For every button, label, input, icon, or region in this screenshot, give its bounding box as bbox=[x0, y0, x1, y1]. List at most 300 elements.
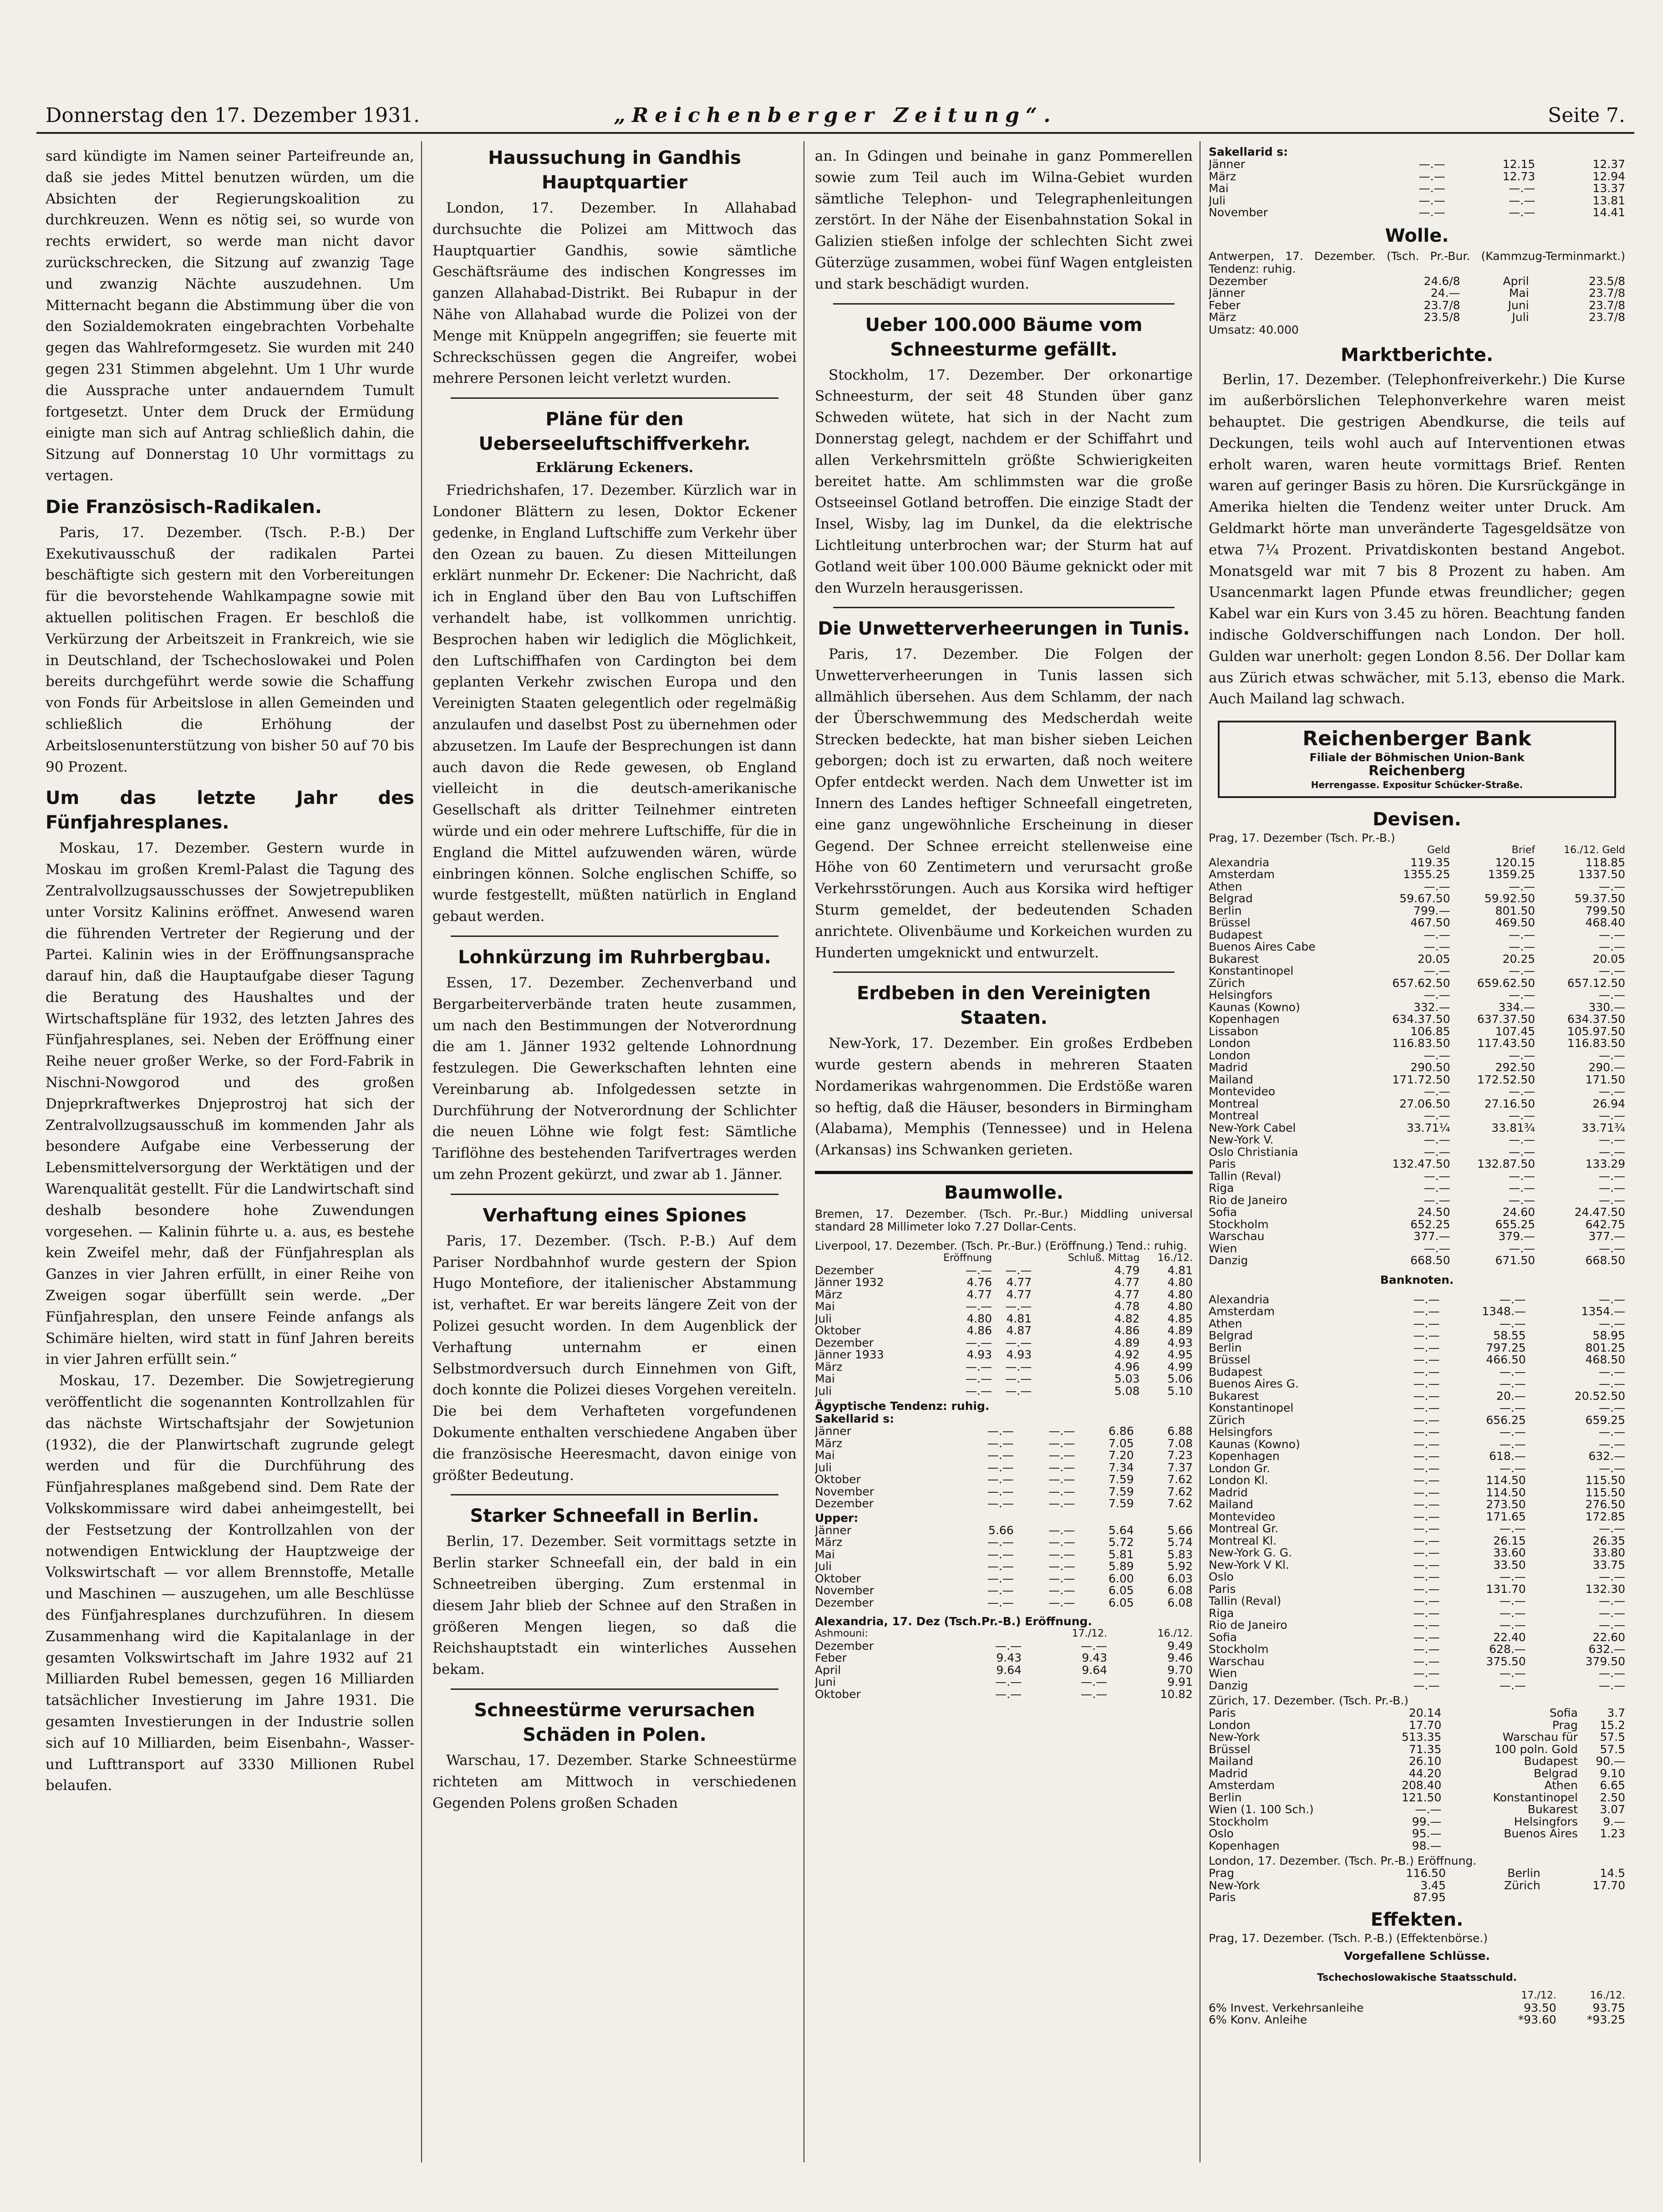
row-label-cell: Oslo bbox=[1209, 1827, 1234, 1841]
value-cell: 6.05 bbox=[1108, 1584, 1134, 1597]
value-cell: —.— bbox=[1499, 1570, 1526, 1584]
cotton-section-title: Baumwolle. bbox=[944, 1182, 1063, 1204]
table-row bbox=[1209, 195, 1625, 207]
value-cell: 3.45 bbox=[1420, 1878, 1446, 1892]
article-paragraph: London, 17. Dezember. In Allahabad durchsuchte die Polizei am Mittwoch das Hauptquartier Gandhis, sowie sämtliche Geschäftsräume des indischen Kongresses im ganzen Allahabad-Distrikt. Bei Rubapur in der Nähe von Allahabad wurde die Polizei von der Menge mit Knüppeln angegriffen; sie feuerte mit Schreckschüssen gegen die Angreifer, wobei mehrere Personen leicht verletzt wurden. bbox=[432, 200, 797, 387]
table-row bbox=[1209, 869, 1625, 881]
upper-label: Upper: bbox=[815, 1511, 859, 1525]
value-cell: —.— bbox=[1413, 1437, 1440, 1451]
sakellarid-label: Sakellarid s: bbox=[815, 1412, 895, 1426]
value-cell: 93.50 bbox=[1524, 2001, 1556, 2014]
value-cell: —.— bbox=[1424, 964, 1450, 978]
row-label-cell: Bukarest bbox=[1209, 1389, 1259, 1403]
table-row bbox=[1209, 1511, 1625, 1523]
table-body bbox=[1209, 1867, 1625, 1904]
value-cell: —.— bbox=[1424, 1109, 1450, 1123]
value-cell: —.— bbox=[1413, 1449, 1440, 1463]
value-cell: —.— bbox=[987, 1485, 1014, 1498]
row-label-cell: Mai bbox=[815, 1300, 835, 1313]
table-row bbox=[1209, 1499, 1625, 1511]
article-paragraph: Warschau, 17. Dezember. Starke Schneestürme richteten am Mittwoch in verschiedenen Gegenden Polens großen Schaden bbox=[432, 1752, 797, 1811]
table-row bbox=[1209, 1390, 1625, 1403]
value-cell: 20.52.50 bbox=[1574, 1389, 1625, 1403]
value-cell: 116.50 bbox=[1406, 1866, 1446, 1880]
value-cell: 99.— bbox=[1412, 1815, 1442, 1828]
value-cell: 657.62.50 bbox=[1392, 976, 1450, 990]
table-row bbox=[815, 1573, 1193, 1585]
table-row bbox=[815, 1276, 1193, 1289]
value-cell: Buenos Aires bbox=[1504, 1827, 1578, 1841]
value-cell: —.— bbox=[1509, 1085, 1536, 1098]
article-headline: Haussuchung in Gandhis Hauptquartier bbox=[488, 147, 741, 193]
table-row bbox=[1209, 1426, 1625, 1439]
article-divider bbox=[451, 1194, 778, 1195]
value-cell: —.— bbox=[1509, 193, 1536, 207]
value-cell: 6.88 bbox=[1167, 1424, 1193, 1438]
newspaper-page bbox=[36, 96, 1634, 2171]
value-cell: 33.50 bbox=[1493, 1558, 1526, 1571]
table-row bbox=[1209, 183, 1625, 195]
table-row bbox=[1209, 1294, 1625, 1306]
value-cell: 5.83 bbox=[1167, 1547, 1193, 1561]
value-cell: —.— bbox=[1599, 1461, 1625, 1475]
value-cell: 4.77 bbox=[1006, 1287, 1032, 1301]
table-header-cell: 17./12. bbox=[1521, 1990, 1556, 2002]
row-label-cell: Rio de Janeiro bbox=[1209, 1618, 1287, 1632]
article-paragraph: Berlin, 17. Dezember. Seit vormittags setzte in Berlin starker Schneefall ein, der bald in ein Schneetreiben überging. Zum erstenmal in diesem Jahr blieb der Schnee auf den Straßen in größeren Mengen liegen, so daß die Reichshauptstadt ein winterliches Aussehen bekam. bbox=[432, 1533, 797, 1678]
value-cell: —.— bbox=[1509, 1241, 1536, 1255]
value-cell: 24.— bbox=[1430, 286, 1460, 300]
row-label-cell: Wien (1. 100 Sch.) bbox=[1209, 1803, 1314, 1816]
value-cell: —.— bbox=[1413, 1630, 1440, 1644]
row-label-cell: Alexandria bbox=[1209, 1292, 1270, 1306]
table-row bbox=[1209, 1880, 1625, 1892]
row-label-cell: April bbox=[815, 1663, 841, 1677]
value-cell: —.— bbox=[1424, 1145, 1450, 1159]
value-cell: —.— bbox=[966, 1384, 992, 1398]
row-label-cell: Berlin bbox=[1209, 1790, 1242, 1804]
value-cell: —.— bbox=[1413, 1365, 1440, 1378]
table-row bbox=[815, 1549, 1193, 1561]
row-label-cell: Buenos Aires Cabe bbox=[1209, 940, 1316, 954]
table-row bbox=[1209, 1378, 1625, 1390]
table-row bbox=[1209, 1547, 1625, 1559]
row-label-cell: Konstantinopel bbox=[1209, 964, 1294, 978]
table-row bbox=[1209, 1086, 1625, 1098]
table-row bbox=[1209, 311, 1625, 324]
value-cell: *93.25 bbox=[1587, 2013, 1625, 2027]
value-cell: 12.37 bbox=[1592, 158, 1625, 171]
table-row bbox=[1209, 1643, 1625, 1656]
article-divider bbox=[451, 397, 778, 399]
value-cell: 4.80 bbox=[1167, 1287, 1193, 1301]
value-cell: Sofia bbox=[1549, 1706, 1578, 1720]
value-cell: —.— bbox=[1081, 1687, 1108, 1701]
value-cell: 44.20 bbox=[1409, 1766, 1442, 1780]
value-cell: 7.62 bbox=[1167, 1473, 1193, 1486]
row-label-cell: März bbox=[1209, 169, 1236, 183]
value-cell: —.— bbox=[1005, 1360, 1032, 1373]
row-label-cell: Budapest bbox=[1209, 1365, 1263, 1378]
page-header bbox=[36, 96, 1634, 134]
value-cell: —.— bbox=[1413, 1485, 1440, 1499]
value-cell: —.— bbox=[1599, 1437, 1625, 1451]
value-cell: —.— bbox=[995, 1675, 1022, 1689]
value-cell: —.— bbox=[1424, 1169, 1450, 1183]
table-row bbox=[1209, 1828, 1625, 1840]
table-row bbox=[815, 1486, 1193, 1498]
value-cell: 171.50 bbox=[1585, 1073, 1625, 1086]
value-cell: —.— bbox=[1599, 1377, 1625, 1391]
value-cell: 7.62 bbox=[1167, 1497, 1193, 1510]
cotton-bremen-report: Bremen, 17. Dezember. (Tsch. Pr.-Bur.) Middling universal standard 28 Millimeter loko 7.27 Dollar-Cents. bbox=[815, 1207, 1193, 1234]
value-cell: 172.52.50 bbox=[1477, 1073, 1536, 1086]
table-row bbox=[1209, 905, 1625, 917]
article-divider bbox=[451, 1494, 778, 1495]
value-cell: —.— bbox=[1499, 1678, 1526, 1692]
value-cell: Berlin bbox=[1507, 1866, 1541, 1880]
table-row bbox=[1209, 1074, 1625, 1086]
value-cell: 33.71¼ bbox=[1406, 1121, 1450, 1134]
value-cell: —.— bbox=[1599, 1048, 1625, 1062]
value-cell: 7.59 bbox=[1108, 1497, 1134, 1510]
table-row bbox=[815, 1640, 1193, 1653]
row-label-cell: Juli bbox=[815, 1312, 832, 1325]
table-row bbox=[1209, 275, 1625, 288]
value-cell: 100 poln. Gold bbox=[1494, 1742, 1578, 1756]
value-cell: —.— bbox=[1424, 1193, 1450, 1207]
table-row bbox=[1209, 1768, 1625, 1780]
effekten-subtitle: Vorgefallene Schlüsse. bbox=[1344, 1949, 1490, 1963]
value-cell: —.— bbox=[1413, 1317, 1440, 1330]
value-cell: —.— bbox=[1048, 1560, 1075, 1573]
value-cell: 107.45 bbox=[1495, 1024, 1536, 1038]
table-body bbox=[815, 1425, 1193, 1510]
table-body bbox=[815, 1525, 1193, 1609]
value-cell: —.— bbox=[1499, 1292, 1526, 1306]
column-4 bbox=[1209, 146, 1625, 2158]
value-cell: 57.5 bbox=[1600, 1730, 1625, 1744]
value-cell: —.— bbox=[1413, 1401, 1440, 1415]
table-body bbox=[1209, 857, 1625, 1267]
row-label-cell: Rio de Janeiro bbox=[1209, 1193, 1287, 1207]
value-cell: 4.96 bbox=[1114, 1360, 1140, 1373]
value-cell: —.— bbox=[1599, 964, 1625, 978]
value-cell: 12.15 bbox=[1502, 158, 1536, 171]
row-label-cell: London Kl. bbox=[1209, 1474, 1268, 1487]
value-cell: —.— bbox=[1424, 940, 1450, 954]
table-row bbox=[1209, 1840, 1625, 1852]
row-label-cell: Kopenhagen bbox=[1209, 1449, 1280, 1463]
row-label-cell: Riga bbox=[1209, 1181, 1234, 1195]
row-label-cell: Juli bbox=[815, 1460, 832, 1474]
table-row bbox=[1209, 1318, 1625, 1330]
value-cell: 171.72.50 bbox=[1392, 1073, 1450, 1086]
value-cell: Bukarest bbox=[1527, 1803, 1578, 1816]
table-row bbox=[1209, 1731, 1625, 1744]
row-label-cell: Mai bbox=[815, 1449, 835, 1462]
row-label-cell: Dezember bbox=[815, 1497, 874, 1510]
value-cell: —.— bbox=[1599, 1133, 1625, 1147]
row-label-cell: Brüssel bbox=[1209, 1742, 1251, 1756]
row-label-cell: Zürich bbox=[1209, 1413, 1245, 1427]
value-cell: 9.43 bbox=[996, 1651, 1022, 1665]
row-label-cell: Oslo bbox=[1209, 1570, 1234, 1584]
table-row bbox=[1209, 1146, 1625, 1159]
row-label-cell: Feber bbox=[1209, 298, 1241, 312]
table-row bbox=[1209, 1607, 1625, 1620]
value-cell: —.— bbox=[987, 1460, 1014, 1474]
value-cell: —.— bbox=[1509, 880, 1536, 893]
article-headline: Pläne für den Ueberseeluftschiffverkehr. bbox=[478, 409, 751, 455]
value-cell: —.— bbox=[966, 1300, 992, 1313]
sakellarid-table-continued bbox=[1209, 158, 1625, 219]
value-cell: —.— bbox=[1509, 1181, 1536, 1195]
value-cell: —.— bbox=[1419, 182, 1445, 195]
value-cell: 290.50 bbox=[1410, 1061, 1450, 1074]
value-cell: Athen bbox=[1544, 1779, 1578, 1792]
value-cell: 9.64 bbox=[996, 1663, 1022, 1677]
value-cell: —.— bbox=[1413, 1377, 1440, 1391]
value-cell: 375.50 bbox=[1486, 1654, 1526, 1668]
value-cell: 116.83.50 bbox=[1567, 1037, 1625, 1050]
table-row bbox=[1209, 1182, 1625, 1195]
table-header-cell bbox=[992, 1252, 1032, 1265]
table-row bbox=[1209, 1170, 1625, 1183]
value-cell: —.— bbox=[1599, 1109, 1625, 1123]
value-cell: —.— bbox=[1499, 1606, 1526, 1620]
value-cell: 131.70 bbox=[1486, 1582, 1526, 1596]
table-row bbox=[815, 1597, 1193, 1609]
value-cell: 4.87 bbox=[1006, 1324, 1032, 1337]
value-cell: 5.66 bbox=[988, 1523, 1014, 1537]
value-cell: —.— bbox=[1005, 1300, 1032, 1313]
value-cell: 33.75 bbox=[1592, 1558, 1625, 1571]
value-cell: 5.89 bbox=[1108, 1560, 1134, 1573]
table-row bbox=[815, 1525, 1193, 1537]
table-body bbox=[1209, 1294, 1625, 1692]
article-paragraph: Paris, 17. Dezember. (Tsch. P.-B.) Der Exekutivausschuß der radikalen Partei beschäftigte sich gestern mit den Vorbereitungen für die bevorstehende Wahlkampagne sowie mit aktuellen politischen Fragen. Er beschloß die Verkürzung der Arbeitszeit in Frankreich, wie sie in Deutschland, der Tschechoslowakei und Polen bereits durchgeführt werde sowie die Schaffung von Fonds für Arbeitslose in allen Gemeinden und schließlich die Erhöhung der Arbeitslosenunterstützung von bisher 50 auf 70 bis 90 Prozent. bbox=[46, 524, 414, 775]
row-label-cell: London bbox=[1209, 1037, 1251, 1050]
value-cell: 23.7/8 bbox=[1589, 298, 1625, 312]
value-cell: 513.35 bbox=[1401, 1730, 1442, 1744]
value-cell: —.— bbox=[1005, 1336, 1032, 1349]
column-1 bbox=[46, 146, 414, 2158]
value-cell: 6.00 bbox=[1108, 1571, 1134, 1585]
article-paragraph: Stockholm, 17. Dezember. Der orkonartige Schneesturm, der seit 48 Stunden über ganz Schweden wütete, hat sich in der Nacht zum Donnerstag gelegt, nachdem er der Schiffahrt und allen Verkehrsmitteln größte Schwierigkeiten bereitet hatte. Am schlimmsten war die große Ostseeinsel Gotland betroffen. Die einzige Stadt der Insel, Wisby, lag im Dunkel, da die elektrische Lichtleitung unterbrochen war; der Sturm hat auf Gotland weit über 100.000 Bäume geknickt oder mit den Wurzeln herausgerissen. bbox=[815, 366, 1193, 596]
value-cell: —.— bbox=[1509, 928, 1536, 941]
value-cell: —.— bbox=[1413, 1667, 1440, 1680]
value-cell: 20.25 bbox=[1502, 952, 1536, 966]
value-cell: 23.5/8 bbox=[1424, 310, 1460, 324]
table-row bbox=[1209, 1062, 1625, 1074]
value-cell: 4.93 bbox=[1006, 1348, 1032, 1362]
table-row bbox=[1209, 965, 1625, 977]
value-cell: —.— bbox=[1413, 1522, 1440, 1536]
row-label-cell: Madrid bbox=[1209, 1061, 1248, 1074]
row-label-cell: Oktober bbox=[815, 1571, 861, 1585]
row-label-cell: Bukarest bbox=[1209, 952, 1259, 966]
table-row bbox=[815, 1652, 1193, 1664]
value-cell: 22.60 bbox=[1592, 1630, 1625, 1644]
banknoten-table bbox=[1209, 1294, 1625, 1692]
value-cell: —.— bbox=[1413, 1606, 1440, 1620]
value-cell: 105.97.50 bbox=[1567, 1024, 1625, 1038]
value-cell: —.— bbox=[1509, 1193, 1536, 1207]
value-cell: —.— bbox=[1048, 1473, 1075, 1486]
table-body bbox=[815, 1265, 1193, 1398]
row-label-cell: Amsterdam bbox=[1209, 1779, 1275, 1792]
value-cell: 5.64 bbox=[1108, 1523, 1134, 1537]
article-divider bbox=[833, 303, 1175, 305]
value-cell: 4.77 bbox=[1114, 1276, 1140, 1289]
row-label-cell: März bbox=[815, 1287, 843, 1301]
value-cell: 668.50 bbox=[1585, 1254, 1625, 1267]
value-cell: 9.46 bbox=[1167, 1651, 1193, 1665]
value-cell: Prag bbox=[1552, 1718, 1578, 1732]
value-cell: 377.— bbox=[1413, 1230, 1450, 1243]
value-cell: —.— bbox=[1419, 206, 1445, 219]
row-label-cell: London bbox=[1209, 1048, 1251, 1062]
table-row bbox=[1209, 893, 1625, 905]
value-cell: —.— bbox=[987, 1473, 1014, 1486]
value-cell: 14.41 bbox=[1592, 206, 1625, 219]
value-cell: —.— bbox=[1048, 1596, 1075, 1609]
value-cell: 466.50 bbox=[1486, 1353, 1526, 1367]
value-cell: —.— bbox=[987, 1571, 1014, 1585]
value-cell: 132.30 bbox=[1585, 1582, 1625, 1596]
liverpool-cotton-table bbox=[815, 1252, 1193, 1397]
bank-advertisement bbox=[1218, 721, 1616, 798]
value-cell: —.— bbox=[966, 1263, 992, 1277]
value-cell: —.— bbox=[1048, 1536, 1075, 1549]
alexandria-intro: Alexandria, 17. Dez (Tsch.Pr.-B.) Eröffnung. bbox=[815, 1615, 1092, 1628]
row-label-cell: März bbox=[815, 1360, 843, 1373]
value-cell: —.— bbox=[1048, 1571, 1075, 1585]
value-cell: 637.37.50 bbox=[1477, 1012, 1536, 1026]
value-cell: —.— bbox=[1499, 1667, 1526, 1680]
row-label-cell: Oktober bbox=[815, 1324, 861, 1337]
row-label-cell: Jänner bbox=[1209, 158, 1246, 171]
value-cell: —.— bbox=[1048, 1584, 1075, 1597]
table-row bbox=[815, 1373, 1193, 1385]
table-row bbox=[1209, 1744, 1625, 1756]
table-row bbox=[1209, 1354, 1625, 1366]
value-cell: *93.60 bbox=[1518, 2013, 1556, 2027]
value-cell: 469.50 bbox=[1495, 916, 1536, 930]
value-cell: 618.— bbox=[1489, 1449, 1526, 1463]
value-cell: April bbox=[1503, 274, 1529, 288]
wool-intro: Antwerpen, 17. Dezember. (Tsch. Pr.-Bur. (Kammzug-Terminmarkt.) Tendenz: ruhig. bbox=[1209, 249, 1625, 275]
london-intro: London, 17. Dezember. (Tsch. Pr.-B.) Eröffnung. bbox=[1209, 1854, 1477, 1868]
row-label-cell: Jänner bbox=[815, 1523, 852, 1537]
value-cell: —.— bbox=[1005, 1263, 1032, 1277]
value-cell: 98.— bbox=[1412, 1839, 1442, 1852]
table-row bbox=[1209, 2002, 1625, 2014]
table-row bbox=[1209, 1402, 1625, 1414]
value-cell: —.— bbox=[1509, 964, 1536, 978]
value-cell: —.— bbox=[1499, 1425, 1526, 1439]
table-header-row bbox=[1209, 844, 1625, 857]
value-cell: 659.25 bbox=[1585, 1413, 1625, 1427]
value-cell: —.— bbox=[1599, 1401, 1625, 1415]
table-row bbox=[1209, 1050, 1625, 1062]
value-cell: —.— bbox=[1599, 1522, 1625, 1536]
table-row bbox=[1209, 300, 1625, 312]
value-cell: 9.10 bbox=[1600, 1766, 1625, 1780]
sakellarid-table bbox=[815, 1425, 1193, 1510]
value-cell: 33.80 bbox=[1592, 1546, 1625, 1560]
table-row bbox=[1209, 1366, 1625, 1378]
value-cell: —.— bbox=[987, 1547, 1014, 1561]
row-label-cell: Budapest bbox=[1209, 928, 1263, 941]
table-row bbox=[1209, 1475, 1625, 1487]
value-cell: 334.— bbox=[1498, 1000, 1536, 1014]
value-cell: —.— bbox=[1424, 1048, 1450, 1062]
value-cell: 4.82 bbox=[1114, 1312, 1140, 1325]
table-header-cell: 17./12. bbox=[1072, 1628, 1108, 1640]
row-label-cell: Brüssel bbox=[1209, 916, 1251, 930]
value-cell: 10.82 bbox=[1160, 1687, 1193, 1701]
row-label-cell: Montreal Gr. bbox=[1209, 1522, 1279, 1536]
row-label-cell: Oslo Christiania bbox=[1209, 1145, 1298, 1159]
row-label-cell: Dezember bbox=[1209, 274, 1268, 288]
value-cell: 24.60 bbox=[1502, 1205, 1536, 1219]
value-cell: 6.08 bbox=[1167, 1584, 1193, 1597]
value-cell: —.— bbox=[1499, 1317, 1526, 1330]
article-headline: Schneestürme verursachen Schäden in Polen. bbox=[474, 1700, 755, 1746]
row-label-cell: New-York G. G. bbox=[1209, 1546, 1292, 1560]
table-row bbox=[1209, 1195, 1625, 1207]
table-row bbox=[815, 1349, 1193, 1361]
value-cell: 14.5 bbox=[1600, 1866, 1625, 1880]
header-date: Donnerstag den 17. Dezember 1931. bbox=[46, 104, 420, 127]
row-label-cell: Mailand bbox=[1209, 1498, 1253, 1511]
row-label-cell: Montevideo bbox=[1209, 1510, 1276, 1523]
row-label-cell: November bbox=[1209, 206, 1268, 219]
value-cell: 121.50 bbox=[1401, 1790, 1442, 1804]
value-cell: 115.50 bbox=[1585, 1485, 1625, 1499]
row-label-cell: Tallin (Reval) bbox=[1209, 1594, 1282, 1608]
value-cell: —.— bbox=[1415, 1803, 1442, 1816]
value-cell: —.— bbox=[1599, 880, 1625, 893]
table-row bbox=[815, 1337, 1193, 1349]
value-cell: —.— bbox=[966, 1372, 992, 1386]
row-label-cell: Dezember bbox=[815, 1639, 874, 1653]
table-body bbox=[1209, 158, 1625, 219]
value-cell: 57.5 bbox=[1600, 1742, 1625, 1756]
value-cell: —.— bbox=[1599, 1678, 1625, 1692]
table-row bbox=[1209, 1719, 1625, 1732]
value-cell: 132.87.50 bbox=[1477, 1157, 1536, 1171]
value-cell: —.— bbox=[1509, 1169, 1536, 1183]
value-cell: 655.25 bbox=[1495, 1217, 1536, 1231]
row-label-cell: Dezember bbox=[815, 1263, 874, 1277]
bank-name: Reichenberger Bank bbox=[1302, 727, 1531, 751]
value-cell: 1.23 bbox=[1600, 1827, 1625, 1841]
value-cell: 27.06.50 bbox=[1399, 1097, 1450, 1110]
row-label-cell: Danzig bbox=[1209, 1254, 1248, 1267]
article-paragraph: Moskau, 17. Dezember. Gestern wurde in Moskau im großen Kreml-Palast die Tagung des Zentralvollzugsausschusses der Sowjetrepubliken unter Vorsitz Kalinins eröffnet. Anwesend waren die führenden Vertreter der Regierung und der Partei. Kalinin wies in der Eröffnungsansprache darauf hin, daß die Hauptaufgabe dieser Tagung die Beratung des Haushaltes und der Wirtschaftspläne für 1932, des letzten Jahres des Fünfjahresplanes, sei. Neben der Eröffnung einer Reihe neuer großer Werke, so der Ford-Fabrik in Nischni-Nowgorod und des großen Dnjeprkraftwerkes Dnjeprostroj hat sich der Zentralvollzugsausschuß im kommenden Jahr als besondere Aufgabe eine Verbesserung der Lebensmittelversorgung der Werktätigen und der Warenqualität gestellt. Für die Landwirtschaft sind deshalb besondere hohe Zuwendungen vorgesehen. — Kalinin führte u. a. aus, es bestehe kein Zweifel mehr, daß der Fünfjahresplan als Ganzes in vier Jahren erfüllt, in einer Reihe von Zweigen sogar überfüllt sein werde. „Der Fünfjahresplan, den unsere Feinde anfangs als Schimäre hielten, wird statt in fünf Jahren bereits in vier Jahren erfüllt sein.“ bbox=[46, 840, 414, 1368]
value-cell: 5.06 bbox=[1167, 1372, 1193, 1386]
value-cell: —.— bbox=[1048, 1460, 1075, 1474]
table-row bbox=[815, 1289, 1193, 1301]
table-row bbox=[1209, 1439, 1625, 1451]
table-row bbox=[1209, 1306, 1625, 1318]
table-row bbox=[1209, 1535, 1625, 1547]
value-cell bbox=[1441, 1840, 1578, 1852]
value-cell: —.— bbox=[1599, 1085, 1625, 1098]
